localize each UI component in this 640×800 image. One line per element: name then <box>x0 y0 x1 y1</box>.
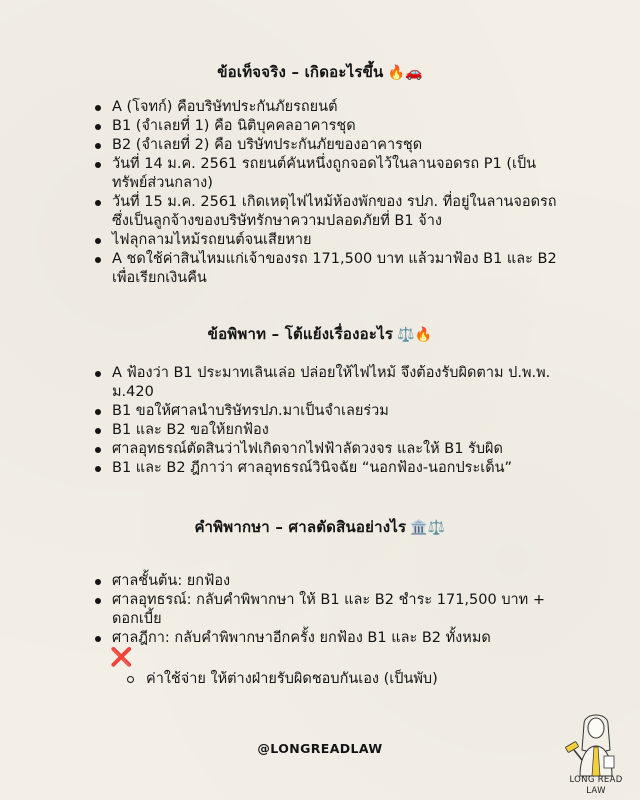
judgment-heading <box>0 515 640 539</box>
list-item-text: ศาลฎีกา: กลับคำพิพากษาอีกครั้ง ยกฟ้อง B1 และ B2 ทั้งหมด <box>112 630 491 646</box>
list-item <box>92 629 562 689</box>
fire-car-icon: 🔥🚗 <box>387 65 423 81</box>
dispute-heading <box>0 322 640 346</box>
logo-text-line2: LAW <box>586 786 606 796</box>
dispute-list <box>92 364 562 478</box>
list-item: A (โจทก์) คือบริษัทประกันภัยรถยนต์ <box>92 98 562 117</box>
facts-list <box>92 98 562 288</box>
cross-mark-icon: ❌ <box>110 647 133 668</box>
sub-list-item: ค่าใช้จ่าย ให้ต่างฝ่ายรับผิดชอบกันเอง (เป็นพับ) <box>112 670 562 689</box>
list-item: B1 (จำเลยที่ 1) คือ นิติบุคคลอาคารชุด <box>92 117 562 136</box>
list-item: B2 (จำเลยที่ 2) คือ บริษัทประกันภัยของอาคารชุด <box>92 136 562 155</box>
judgment-title: คำพิพากษา – ศาลตัดสินอย่างไร <box>194 518 407 536</box>
list-item: วันที่ 15 ม.ค. 2561 เกิดเหตุไฟไหม้ห้องพักของ รปภ. ที่อยู่ในลานจอดรถ ซึ่งเป็นลูกจ้างของบริษัทรักษาความปลอดภัยที่ B1 จ้าง <box>92 193 562 231</box>
scales-fire-icon: ⚖️🔥 <box>397 327 433 343</box>
logo-text-line1: LONG READ <box>569 775 623 785</box>
list-item: B1 และ B2 ฎีกาว่า ศาลอุทธรณ์วินิจฉัย “นอกฟ้อง-นอกประเด็น” <box>92 459 562 478</box>
footer-handle: @LONGREADLAW <box>257 741 383 756</box>
sub-list <box>112 670 562 689</box>
list-item: A ชดใช้ค่าสินไหมแก่เจ้าของรถ 171,500 บาท แล้วมาฟ้อง B1 และ B2 เพื่อเรียกเงินคืน <box>92 250 562 288</box>
facts-heading <box>0 60 640 84</box>
list-item: B1 และ B2 ขอให้ยกฟ้อง <box>92 421 562 440</box>
list-item: ศาลชั้นต้น: ยกฟ้อง <box>92 572 562 591</box>
dispute-title: ข้อพิพาท – โต้แย้งเรื่องอะไร <box>207 325 394 343</box>
court-scales-icon: 🏛️⚖️ <box>410 520 446 536</box>
list-item: วันที่ 14 ม.ค. 2561 รถยนต์คันหนึ่งถูกจอดไว้ในลานจอดรถ P1 (เป็นทรัพย์ส่วนกลาง) <box>92 155 562 193</box>
list-item: B1 ขอให้ศาลนำบริษัทรปภ.มาเป็นจำเลยร่วม <box>92 402 562 421</box>
list-item: ไฟลุกลามไหม้รถยนต์จนเสียหาย <box>92 231 562 250</box>
facts-title: ข้อเท็จจริง – เกิดอะไรขึ้น <box>217 63 384 81</box>
list-item: ศาลอุทธรณ์ตัดสินว่าไฟเกิดจากไฟฟ้าลัดวงจร และให้ B1 รับผิด <box>92 440 562 459</box>
list-item: A ฟ้องว่า B1 ประมาทเลินเล่อ ปล่อยให้ไฟไหม้ จึงต้องรับผิดตาม ป.พ.พ. ม.420 <box>92 364 562 402</box>
list-item: ศาลอุทธรณ์: กลับคำพิพากษา ให้ B1 และ B2 ชำระ 171,500 บาท + ดอกเบี้ย <box>92 591 562 629</box>
judgment-list <box>92 572 562 689</box>
